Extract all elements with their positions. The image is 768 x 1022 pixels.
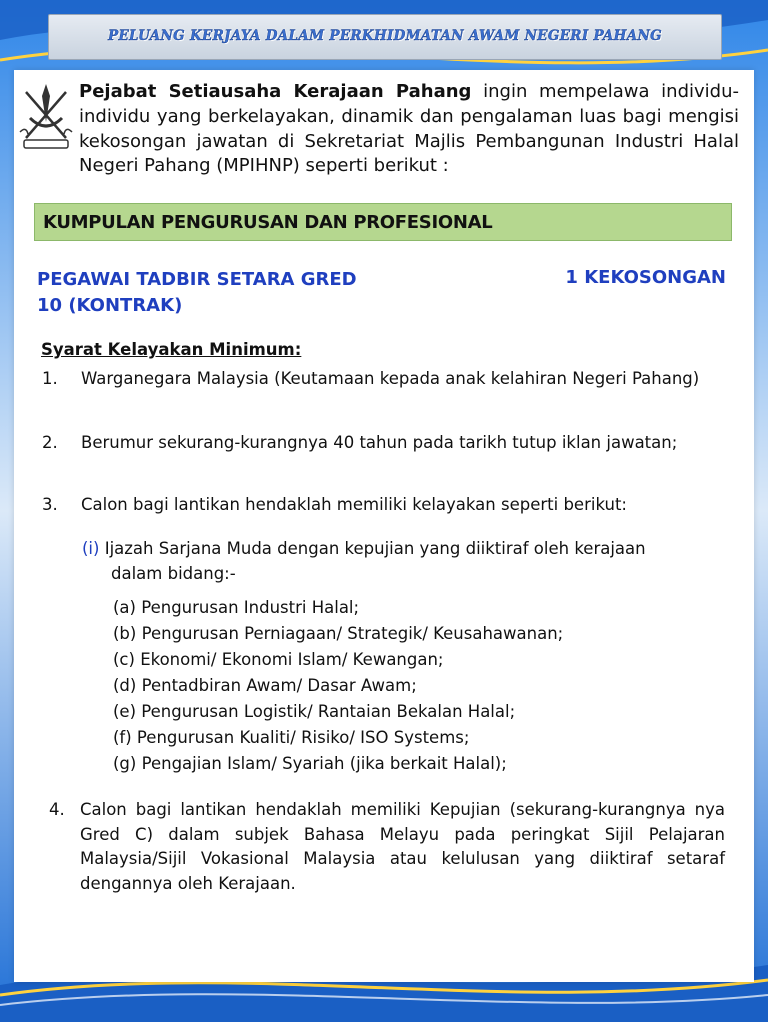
item-number: 1. xyxy=(42,369,58,388)
qualification-item xyxy=(82,537,732,562)
banner-title: PELUANG KERJAYA DALAM PERKHIDMATAN AWAM NEGERI PAHANG xyxy=(108,28,662,44)
field-item: (a) Pengurusan Industri Halal; xyxy=(113,598,360,617)
section-title: KUMPULAN PENGURUSAN DAN PROFESIONAL xyxy=(43,212,493,233)
item-number: 2. xyxy=(42,433,58,452)
header-banner xyxy=(48,14,722,60)
field-item: (d) Pentadbiran Awam/ Dasar Awam; xyxy=(113,676,417,695)
pahang-crest-icon xyxy=(18,82,74,156)
item-text: Berumur sekurang-kurangnya 40 tahun pada tarikh tutup iklan jawatan; xyxy=(81,433,678,452)
field-item: (f) Pengurusan Kualiti/ Risiko/ ISO Systems; xyxy=(113,728,470,747)
position-title: PEGAWAI TADBIR SETARA GRED 10 (KONTRAK) xyxy=(37,269,357,316)
intro-paragraph xyxy=(79,80,739,179)
agency-name: Pejabat Setiausaha Kerajaan Pahang xyxy=(79,81,472,102)
section-bar xyxy=(34,203,732,241)
qualification-text-line2: dalam bidang:- xyxy=(111,564,236,583)
field-item: (c) Ekonomi/ Ekonomi Islam/ Kewangan; xyxy=(113,650,444,669)
item-text: Warganegara Malaysia (Keutamaan kepada anak kelahiran Negeri Pahang) xyxy=(81,369,700,388)
item-text: Calon bagi lantikan hendaklah memiliki kelayakan seperti berikut: xyxy=(81,495,627,514)
qualification-text: Ijazah Sarjana Muda dengan kepujian yang diiktiraf oleh kerajaan xyxy=(99,539,646,558)
field-item: (g) Pengajian Islam/ Syariah (jika berkait Halal); xyxy=(113,754,507,773)
field-item: (e) Pengurusan Logistik/ Rantaian Bekalan Halal; xyxy=(113,702,516,721)
item-text: Calon bagi lantikan hendaklah memiliki Kepujian (sekurang-kurangnya nya Gred C) dalam subjek Bahasa Melayu pada peringkat Sijil Pelajaran Malaysia/Sijil Vokasional Malaysia atau kelulusan yang diiktiraf setaraf dengannya oleh Kerajaan. xyxy=(80,800,725,893)
requirements-heading: Syarat Kelayakan Minimum: xyxy=(41,340,302,359)
qualification-marker: (i) xyxy=(82,539,100,558)
item-number: 3. xyxy=(42,495,58,514)
field-item: (b) Pengurusan Perniagaan/ Strategik/ Keusahawanan; xyxy=(113,624,564,643)
intro-text: ingin mempelawa individu-individu yang berkelayakan, dinamik dan pengalaman luas bagi mengisi kekosongan jawatan di Sekretariat Majlis Pembangunan Industri Halal Negeri Pahang (MPIHNP) seperti berikut : xyxy=(79,81,739,177)
item-number: 4. xyxy=(49,800,65,819)
vacancy-count: 1 KEKOSONGAN xyxy=(565,267,726,288)
